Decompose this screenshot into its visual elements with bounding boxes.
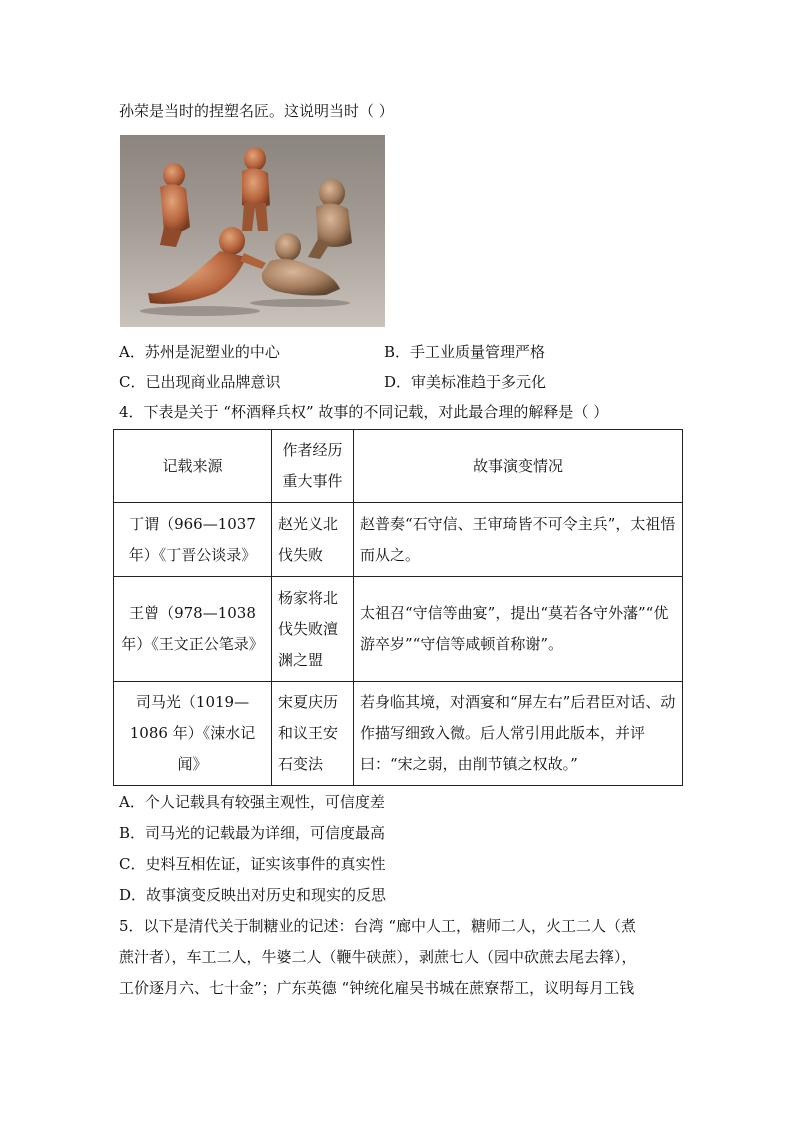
table-row — [114, 577, 683, 682]
header-story-evolution: 故事演变情况 — [354, 430, 683, 503]
q5-line-3: 工价逐月六、七十金”；广东英德 “钟统化雇吴书城在蔗寮帮工，议明每月工钱 — [119, 979, 635, 997]
q3-option-d: D．审美标准趋于多元化 — [384, 373, 547, 391]
table-cell: 太祖召“守信等曲宴”，提出“莫若各守外藩”“优游卒岁”“守信等咸顿首称谢”。 — [354, 577, 683, 682]
header-source: 记载来源 — [114, 430, 272, 503]
q4-option-a: A．个人记载具有较强主观性，可信度差 — [119, 793, 385, 811]
table-cell: 杨家将北伐失败澶渊之盟 — [272, 577, 354, 682]
q5-line-2: 蔗汁者），车工二人，牛婆二人（鞭牛硖蔗），剥蔗七人（园中砍蔗去尾去箨）， — [119, 948, 637, 966]
table-cell: 丁谓（966—1037 年）《丁晋公谈录》 — [114, 503, 272, 577]
clay-figurines-illustration — [120, 135, 385, 327]
q3-option-b: B．手工业质量管理严格 — [384, 343, 546, 361]
table-cell: 若身临其境，对酒宴和“屏左右”后君臣对话、动作描写细致入微。后人常引用此版本，并评曰：“宋之弱，由削节镇之权故。” — [354, 682, 683, 786]
q4-option-d: D．故事演变反映出对历史和现实的反思 — [119, 886, 387, 904]
q3-option-c: C．已出现商业品牌意识 — [119, 373, 281, 391]
table-cell: 司马光（1019—1086 年）《涑水记闻》 — [114, 682, 272, 786]
table-cell: 赵光义北伐失败 — [272, 503, 354, 577]
table-row — [114, 682, 683, 786]
table-row — [114, 503, 683, 577]
table-cell: 王曾（978—1038 年）《王文正公笔录》 — [114, 577, 272, 682]
intro-line: 孙荣是当时的捏塑名匠。这说明当时（ ） — [119, 102, 394, 120]
q5-line-1: 5．以下是清代关于制糖业的记述：台湾 “廊中人工，糖师二人，火工二人（煮 — [119, 917, 636, 935]
table-cell: 赵普奏“石守信、王审琦皆不可令主兵”，太祖悟而从之。 — [354, 503, 683, 577]
table-header-row — [114, 430, 683, 503]
q4-option-b: B．司马光的记载最为详细，可信度最高 — [119, 824, 386, 842]
q4-stem: 4．下表是关于 “杯酒释兵权” 故事的不同记载，对此最合理的解释是（ ） — [119, 403, 609, 421]
header-author-events: 作者经历重大事件 — [272, 430, 354, 503]
table-cell: 宋夏庆历和议王安石变法 — [272, 682, 354, 786]
q4-table — [113, 429, 683, 786]
clay-figurines-photo — [120, 135, 385, 327]
q4-option-c: C．史料互相佐证，证实该事件的真实性 — [119, 855, 386, 873]
q3-option-a: A．苏州是泥塑业的中心 — [119, 343, 280, 361]
